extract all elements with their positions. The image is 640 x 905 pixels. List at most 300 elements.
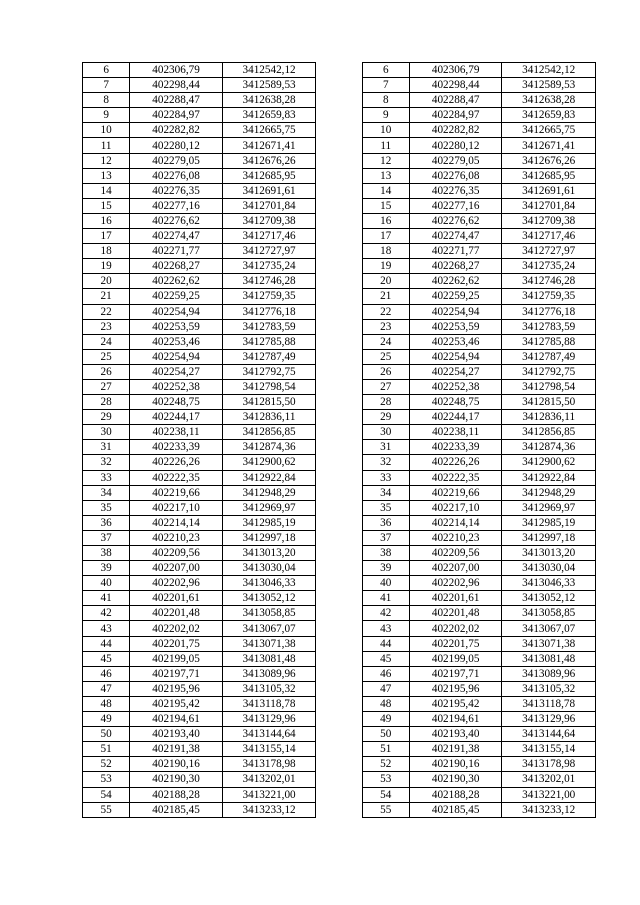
table-gap-cell — [316, 395, 362, 410]
table-gap-cell — [316, 319, 362, 334]
left-x-coordinate-cell: 402219,66 — [130, 485, 223, 500]
table-row — [83, 470, 596, 485]
left-point-number-cell: 23 — [83, 319, 130, 334]
left-y-coordinate-cell: 3412874,36 — [222, 440, 316, 455]
table-gap-cell — [316, 561, 362, 576]
left-y-coordinate-cell: 3412638,28 — [222, 93, 316, 108]
table-gap-cell — [316, 289, 362, 304]
table-row — [83, 213, 596, 228]
table-gap-cell — [316, 93, 362, 108]
left-x-coordinate-cell: 402193,40 — [130, 727, 223, 742]
table-gap-cell — [316, 78, 362, 93]
right-y-coordinate-cell: 3413013,20 — [502, 546, 596, 561]
right-point-number-cell: 14 — [362, 183, 409, 198]
right-y-coordinate-cell: 3413221,00 — [502, 787, 596, 802]
left-y-coordinate-cell: 3412717,46 — [222, 229, 316, 244]
right-point-number-cell: 6 — [362, 63, 409, 78]
left-point-number-cell: 9 — [83, 108, 130, 123]
right-point-number-cell: 10 — [362, 123, 409, 138]
right-x-coordinate-cell: 402193,40 — [409, 727, 502, 742]
left-y-coordinate-cell: 3412787,49 — [222, 349, 316, 364]
right-y-coordinate-cell: 3413233,12 — [502, 802, 596, 817]
right-x-coordinate-cell: 402248,75 — [409, 395, 502, 410]
left-point-number-cell: 15 — [83, 198, 130, 213]
table-gap-cell — [316, 198, 362, 213]
left-x-coordinate-cell: 402282,82 — [130, 123, 223, 138]
left-y-coordinate-cell: 3412759,35 — [222, 289, 316, 304]
right-y-coordinate-cell: 3412701,84 — [502, 198, 596, 213]
left-point-number-cell: 35 — [83, 500, 130, 515]
table-row — [83, 546, 596, 561]
table-gap-cell — [316, 666, 362, 681]
left-point-number-cell: 47 — [83, 681, 130, 696]
right-x-coordinate-cell: 402288,47 — [409, 93, 502, 108]
table-row — [83, 123, 596, 138]
right-y-coordinate-cell: 3412836,11 — [502, 410, 596, 425]
right-point-number-cell: 34 — [362, 485, 409, 500]
left-x-coordinate-cell: 402254,27 — [130, 364, 223, 379]
table-gap-cell — [316, 651, 362, 666]
right-x-coordinate-cell: 402197,71 — [409, 666, 502, 681]
table-row — [83, 395, 596, 410]
right-y-coordinate-cell: 3413144,64 — [502, 727, 596, 742]
left-point-number-cell: 46 — [83, 666, 130, 681]
right-y-coordinate-cell: 3413081,48 — [502, 651, 596, 666]
right-point-number-cell: 37 — [362, 530, 409, 545]
right-y-coordinate-cell: 3413046,33 — [502, 576, 596, 591]
left-point-number-cell: 40 — [83, 576, 130, 591]
left-x-coordinate-cell: 402190,30 — [130, 772, 223, 787]
right-y-coordinate-cell: 3413118,78 — [502, 696, 596, 711]
left-point-number-cell: 31 — [83, 440, 130, 455]
left-point-number-cell: 30 — [83, 425, 130, 440]
right-point-number-cell: 12 — [362, 153, 409, 168]
right-point-number-cell: 38 — [362, 546, 409, 561]
table-gap-cell — [316, 742, 362, 757]
table-row — [83, 334, 596, 349]
left-y-coordinate-cell: 3412776,18 — [222, 304, 316, 319]
left-y-coordinate-cell: 3412589,53 — [222, 78, 316, 93]
table-row — [83, 198, 596, 213]
right-y-coordinate-cell: 3412948,29 — [502, 485, 596, 500]
right-x-coordinate-cell: 402268,27 — [409, 259, 502, 274]
left-x-coordinate-cell: 402238,11 — [130, 425, 223, 440]
right-x-coordinate-cell: 402233,39 — [409, 440, 502, 455]
table-gap-cell — [316, 530, 362, 545]
right-point-number-cell: 48 — [362, 696, 409, 711]
table-row — [83, 364, 596, 379]
table-gap-cell — [316, 455, 362, 470]
table-gap-cell — [316, 772, 362, 787]
right-y-coordinate-cell: 3412717,46 — [502, 229, 596, 244]
left-x-coordinate-cell: 402248,75 — [130, 395, 223, 410]
right-x-coordinate-cell: 402210,23 — [409, 530, 502, 545]
table-row — [83, 183, 596, 198]
right-point-number-cell: 29 — [362, 410, 409, 425]
left-point-number-cell: 29 — [83, 410, 130, 425]
right-x-coordinate-cell: 402188,28 — [409, 787, 502, 802]
left-y-coordinate-cell: 3413221,00 — [222, 787, 316, 802]
left-x-coordinate-cell: 402217,10 — [130, 500, 223, 515]
right-y-coordinate-cell: 3412787,49 — [502, 349, 596, 364]
table-row — [83, 530, 596, 545]
right-y-coordinate-cell: 3412671,41 — [502, 138, 596, 153]
left-point-number-cell: 7 — [83, 78, 130, 93]
left-y-coordinate-cell: 3413030,04 — [222, 561, 316, 576]
right-y-coordinate-cell: 3412922,84 — [502, 470, 596, 485]
table-row — [83, 772, 596, 787]
left-point-number-cell: 54 — [83, 787, 130, 802]
table-gap-cell — [316, 425, 362, 440]
left-point-number-cell: 55 — [83, 802, 130, 817]
right-y-coordinate-cell: 3413129,96 — [502, 712, 596, 727]
left-x-coordinate-cell: 402254,94 — [130, 349, 223, 364]
right-y-coordinate-cell: 3412985,19 — [502, 515, 596, 530]
right-y-coordinate-cell: 3413058,85 — [502, 606, 596, 621]
left-y-coordinate-cell: 3412735,24 — [222, 259, 316, 274]
right-y-coordinate-cell: 3412997,18 — [502, 530, 596, 545]
right-point-number-cell: 55 — [362, 802, 409, 817]
table-gap-cell — [316, 138, 362, 153]
left-x-coordinate-cell: 402195,42 — [130, 696, 223, 711]
table-row — [83, 696, 596, 711]
left-x-coordinate-cell: 402222,35 — [130, 470, 223, 485]
right-y-coordinate-cell: 3412776,18 — [502, 304, 596, 319]
right-y-coordinate-cell: 3413105,32 — [502, 681, 596, 696]
right-point-number-cell: 50 — [362, 727, 409, 742]
right-y-coordinate-cell: 3412638,28 — [502, 93, 596, 108]
right-y-coordinate-cell: 3413030,04 — [502, 561, 596, 576]
left-y-coordinate-cell: 3413144,64 — [222, 727, 316, 742]
left-x-coordinate-cell: 402194,61 — [130, 712, 223, 727]
left-x-coordinate-cell: 402271,77 — [130, 244, 223, 259]
left-y-coordinate-cell: 3413155,14 — [222, 742, 316, 757]
table-gap-cell — [316, 379, 362, 394]
left-y-coordinate-cell: 3413118,78 — [222, 696, 316, 711]
left-point-number-cell: 26 — [83, 364, 130, 379]
table-row — [83, 440, 596, 455]
right-x-coordinate-cell: 402190,30 — [409, 772, 502, 787]
right-y-coordinate-cell: 3412759,35 — [502, 289, 596, 304]
table-gap-cell — [316, 183, 362, 198]
right-x-coordinate-cell: 402284,97 — [409, 108, 502, 123]
left-point-number-cell: 10 — [83, 123, 130, 138]
table-gap-cell — [316, 153, 362, 168]
left-point-number-cell: 34 — [83, 485, 130, 500]
right-y-coordinate-cell: 3412874,36 — [502, 440, 596, 455]
right-point-number-cell: 27 — [362, 379, 409, 394]
left-x-coordinate-cell: 402259,25 — [130, 289, 223, 304]
left-point-number-cell: 28 — [83, 395, 130, 410]
table-row — [83, 289, 596, 304]
right-point-number-cell: 17 — [362, 229, 409, 244]
table-gap-cell — [316, 787, 362, 802]
left-x-coordinate-cell: 402207,00 — [130, 561, 223, 576]
right-x-coordinate-cell: 402254,27 — [409, 364, 502, 379]
right-point-number-cell: 31 — [362, 440, 409, 455]
table-row — [83, 666, 596, 681]
right-x-coordinate-cell: 402282,82 — [409, 123, 502, 138]
right-y-coordinate-cell: 3412735,24 — [502, 259, 596, 274]
right-x-coordinate-cell: 402214,14 — [409, 515, 502, 530]
right-point-number-cell: 53 — [362, 772, 409, 787]
table-row — [83, 93, 596, 108]
table-row — [83, 168, 596, 183]
left-x-coordinate-cell: 402210,23 — [130, 530, 223, 545]
right-point-number-cell: 43 — [362, 621, 409, 636]
right-x-coordinate-cell: 402191,38 — [409, 742, 502, 757]
left-y-coordinate-cell: 3412746,28 — [222, 274, 316, 289]
table-gap-cell — [316, 636, 362, 651]
table-row — [83, 681, 596, 696]
right-point-number-cell: 33 — [362, 470, 409, 485]
left-point-number-cell: 33 — [83, 470, 130, 485]
table-row — [83, 455, 596, 470]
right-y-coordinate-cell: 3413155,14 — [502, 742, 596, 757]
left-x-coordinate-cell: 402298,44 — [130, 78, 223, 93]
left-y-coordinate-cell: 3412665,75 — [222, 123, 316, 138]
left-y-coordinate-cell: 3412997,18 — [222, 530, 316, 545]
left-y-coordinate-cell: 3412701,84 — [222, 198, 316, 213]
table-gap-cell — [316, 500, 362, 515]
left-point-number-cell: 38 — [83, 546, 130, 561]
table-row — [83, 485, 596, 500]
left-y-coordinate-cell: 3412900,62 — [222, 455, 316, 470]
table-gap-cell — [316, 440, 362, 455]
table-gap-cell — [316, 123, 362, 138]
right-point-number-cell: 19 — [362, 259, 409, 274]
table-row — [83, 576, 596, 591]
right-point-number-cell: 16 — [362, 213, 409, 228]
left-x-coordinate-cell: 402306,79 — [130, 63, 223, 78]
right-x-coordinate-cell: 402238,11 — [409, 425, 502, 440]
table-row — [83, 500, 596, 515]
table-row — [83, 379, 596, 394]
table-row — [83, 606, 596, 621]
right-point-number-cell: 23 — [362, 319, 409, 334]
left-x-coordinate-cell: 402188,28 — [130, 787, 223, 802]
right-point-number-cell: 9 — [362, 108, 409, 123]
left-x-coordinate-cell: 402191,38 — [130, 742, 223, 757]
table-row — [83, 63, 596, 78]
left-point-number-cell: 52 — [83, 757, 130, 772]
table-gap-cell — [316, 727, 362, 742]
left-x-coordinate-cell: 402190,16 — [130, 757, 223, 772]
left-point-number-cell: 27 — [83, 379, 130, 394]
table-gap-cell — [316, 515, 362, 530]
left-point-number-cell: 48 — [83, 696, 130, 711]
table-row — [83, 515, 596, 530]
table-gap-cell — [316, 364, 362, 379]
right-x-coordinate-cell: 402276,62 — [409, 213, 502, 228]
right-x-coordinate-cell: 402253,46 — [409, 334, 502, 349]
left-y-coordinate-cell: 3413202,01 — [222, 772, 316, 787]
right-point-number-cell: 32 — [362, 455, 409, 470]
left-point-number-cell: 49 — [83, 712, 130, 727]
left-point-number-cell: 13 — [83, 168, 130, 183]
right-y-coordinate-cell: 3412900,62 — [502, 455, 596, 470]
table-gap-cell — [316, 485, 362, 500]
right-point-number-cell: 36 — [362, 515, 409, 530]
left-x-coordinate-cell: 402288,47 — [130, 93, 223, 108]
left-x-coordinate-cell: 402197,71 — [130, 666, 223, 681]
table-row — [83, 425, 596, 440]
left-x-coordinate-cell: 402201,61 — [130, 591, 223, 606]
left-x-coordinate-cell: 402262,62 — [130, 274, 223, 289]
right-point-number-cell: 28 — [362, 395, 409, 410]
left-point-number-cell: 39 — [83, 561, 130, 576]
table-gap-cell — [316, 696, 362, 711]
table-gap-cell — [316, 259, 362, 274]
left-y-coordinate-cell: 3413233,12 — [222, 802, 316, 817]
right-point-number-cell: 41 — [362, 591, 409, 606]
right-x-coordinate-cell: 402185,45 — [409, 802, 502, 817]
left-point-number-cell: 44 — [83, 636, 130, 651]
right-y-coordinate-cell: 3412665,75 — [502, 123, 596, 138]
left-x-coordinate-cell: 402284,97 — [130, 108, 223, 123]
table-row — [83, 244, 596, 259]
left-point-number-cell: 25 — [83, 349, 130, 364]
left-x-coordinate-cell: 402201,48 — [130, 606, 223, 621]
right-x-coordinate-cell: 402254,94 — [409, 349, 502, 364]
left-point-number-cell: 18 — [83, 244, 130, 259]
table-row — [83, 802, 596, 817]
left-point-number-cell: 16 — [83, 213, 130, 228]
right-point-number-cell: 13 — [362, 168, 409, 183]
right-x-coordinate-cell: 402202,02 — [409, 621, 502, 636]
left-point-number-cell: 21 — [83, 289, 130, 304]
left-point-number-cell: 24 — [83, 334, 130, 349]
table-row — [83, 259, 596, 274]
left-point-number-cell: 37 — [83, 530, 130, 545]
table-row — [83, 561, 596, 576]
left-y-coordinate-cell: 3412792,75 — [222, 364, 316, 379]
right-x-coordinate-cell: 402280,12 — [409, 138, 502, 153]
right-x-coordinate-cell: 402202,96 — [409, 576, 502, 591]
right-point-number-cell: 40 — [362, 576, 409, 591]
table-gap-cell — [316, 470, 362, 485]
right-point-number-cell: 20 — [362, 274, 409, 289]
left-point-number-cell: 19 — [83, 259, 130, 274]
right-point-number-cell: 7 — [362, 78, 409, 93]
table-row — [83, 153, 596, 168]
right-y-coordinate-cell: 3413178,98 — [502, 757, 596, 772]
left-point-number-cell: 41 — [83, 591, 130, 606]
left-point-number-cell: 14 — [83, 183, 130, 198]
right-y-coordinate-cell: 3412856,85 — [502, 425, 596, 440]
left-y-coordinate-cell: 3413089,96 — [222, 666, 316, 681]
left-x-coordinate-cell: 402226,26 — [130, 455, 223, 470]
right-x-coordinate-cell: 402207,00 — [409, 561, 502, 576]
right-point-number-cell: 54 — [362, 787, 409, 802]
left-x-coordinate-cell: 402233,39 — [130, 440, 223, 455]
right-y-coordinate-cell: 3412691,61 — [502, 183, 596, 198]
table-row — [83, 757, 596, 772]
left-y-coordinate-cell: 3412676,26 — [222, 153, 316, 168]
left-y-coordinate-cell: 3412798,54 — [222, 379, 316, 394]
left-y-coordinate-cell: 3413052,12 — [222, 591, 316, 606]
table-row — [83, 304, 596, 319]
right-point-number-cell: 52 — [362, 757, 409, 772]
table-gap-cell — [316, 213, 362, 228]
right-y-coordinate-cell: 3412746,28 — [502, 274, 596, 289]
left-x-coordinate-cell: 402253,46 — [130, 334, 223, 349]
right-point-number-cell: 45 — [362, 651, 409, 666]
right-y-coordinate-cell: 3412685,95 — [502, 168, 596, 183]
left-y-coordinate-cell: 3412785,88 — [222, 334, 316, 349]
coordinate-table — [82, 62, 596, 818]
left-x-coordinate-cell: 402244,17 — [130, 410, 223, 425]
left-point-number-cell: 50 — [83, 727, 130, 742]
left-y-coordinate-cell: 3412671,41 — [222, 138, 316, 153]
right-x-coordinate-cell: 402194,61 — [409, 712, 502, 727]
table-row — [83, 621, 596, 636]
right-y-coordinate-cell: 3412727,97 — [502, 244, 596, 259]
left-y-coordinate-cell: 3413046,33 — [222, 576, 316, 591]
right-y-coordinate-cell: 3413202,01 — [502, 772, 596, 787]
table-row — [83, 108, 596, 123]
right-point-number-cell: 25 — [362, 349, 409, 364]
right-x-coordinate-cell: 402277,16 — [409, 198, 502, 213]
table-gap-cell — [316, 274, 362, 289]
left-y-coordinate-cell: 3413081,48 — [222, 651, 316, 666]
table-gap-cell — [316, 546, 362, 561]
right-point-number-cell: 35 — [362, 500, 409, 515]
right-x-coordinate-cell: 402298,44 — [409, 78, 502, 93]
table-gap-cell — [316, 168, 362, 183]
right-point-number-cell: 44 — [362, 636, 409, 651]
right-y-coordinate-cell: 3413052,12 — [502, 591, 596, 606]
table-gap-cell — [316, 606, 362, 621]
right-y-coordinate-cell: 3412676,26 — [502, 153, 596, 168]
table-row — [83, 727, 596, 742]
table-row — [83, 349, 596, 364]
right-point-number-cell: 8 — [362, 93, 409, 108]
right-point-number-cell: 51 — [362, 742, 409, 757]
table-row — [83, 229, 596, 244]
left-point-number-cell: 43 — [83, 621, 130, 636]
right-x-coordinate-cell: 402276,08 — [409, 168, 502, 183]
left-y-coordinate-cell: 3412783,59 — [222, 319, 316, 334]
left-x-coordinate-cell: 402209,56 — [130, 546, 223, 561]
coordinate-table-body — [83, 63, 596, 818]
table-row — [83, 78, 596, 93]
table-row — [83, 274, 596, 289]
left-y-coordinate-cell: 3413105,32 — [222, 681, 316, 696]
left-x-coordinate-cell: 402276,35 — [130, 183, 223, 198]
right-point-number-cell: 11 — [362, 138, 409, 153]
left-point-number-cell: 32 — [83, 455, 130, 470]
left-point-number-cell: 51 — [83, 742, 130, 757]
left-point-number-cell: 12 — [83, 153, 130, 168]
left-x-coordinate-cell: 402201,75 — [130, 636, 223, 651]
left-y-coordinate-cell: 3412815,50 — [222, 395, 316, 410]
left-y-coordinate-cell: 3413129,96 — [222, 712, 316, 727]
left-y-coordinate-cell: 3412948,29 — [222, 485, 316, 500]
table-row — [83, 787, 596, 802]
right-point-number-cell: 30 — [362, 425, 409, 440]
left-point-number-cell: 42 — [83, 606, 130, 621]
table-row — [83, 742, 596, 757]
right-x-coordinate-cell: 402209,56 — [409, 546, 502, 561]
right-y-coordinate-cell: 3412798,54 — [502, 379, 596, 394]
table-row — [83, 591, 596, 606]
table-row — [83, 636, 596, 651]
table-gap-cell — [316, 712, 362, 727]
left-x-coordinate-cell: 402276,08 — [130, 168, 223, 183]
right-x-coordinate-cell: 402254,94 — [409, 304, 502, 319]
right-x-coordinate-cell: 402195,96 — [409, 681, 502, 696]
